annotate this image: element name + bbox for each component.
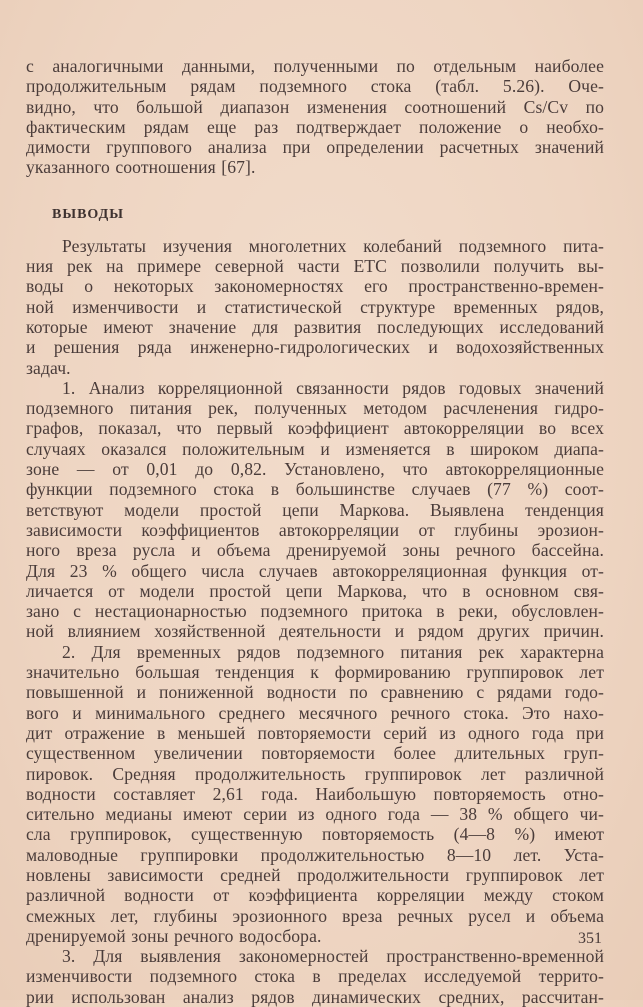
intro-paragraph: [26, 56, 604, 178]
text-line: ветствуют модели простой цепи Маркова. Выявлена тенденция: [26, 499, 604, 520]
page-text: [26, 56, 604, 1007]
conclusion-point-2: [26, 642, 604, 946]
text-line: подземного питания рек, полученных методом расчленения гидро-: [26, 398, 604, 419]
text-line: зоне — от 0,01 до 0,82. Установлено, что автокорреляционные: [26, 459, 604, 480]
text-line: 1. Анализ корреляционной связанности рядов годовых значений: [62, 377, 604, 398]
text-line: фактическим рядам еще раз подтверждает положение о необхо-: [26, 116, 604, 137]
conclusion-point-3: [26, 946, 604, 1007]
text-line: маловодные группировки продолжительностью 8—10 лет. Уста-: [26, 844, 604, 865]
text-line: продолжительным рядам подземного стока (табл. 5.26). Оче-: [26, 76, 604, 97]
text-line: вого и минимального среднего месячного речного стока. Это нахо-: [26, 702, 604, 723]
text-line: видно, что большой диапазон изменения соотношений Cs/Cv по: [26, 96, 604, 117]
text-line: указанного соотношения [67].: [26, 157, 256, 178]
text-line: 2. Для временных рядов подземного питания рек характерна: [62, 641, 604, 662]
text-line: дренируемой зоны речного водосбора.: [26, 925, 322, 946]
text-line: задач.: [26, 357, 71, 378]
section-heading: ВЫВОДЫ: [52, 206, 124, 222]
text-line: повышенной и пониженной водности по сравнению с рядами годо-: [26, 682, 604, 703]
text-line: водности составляет 2,61 года. Наибольшую повторяемость отно-: [26, 783, 604, 804]
text-line: рии использован анализ рядов динамических средних, рассчитан-: [26, 986, 604, 1007]
page-number: 351: [578, 930, 602, 947]
spacer: [26, 178, 604, 204]
summary-paragraph: [26, 236, 604, 378]
text-line: 3. Для выявления закономерностей пространственно-временной: [62, 946, 604, 967]
text-line: димости группового анализа при определении расчетных значений: [26, 137, 604, 158]
text-line: с аналогичными данными, полученными по отдельным наиболее: [26, 56, 604, 76]
conclusion-point-1: [26, 378, 604, 642]
text-line: ной влиянием хозяйственной деятельности и рядом других причин.: [26, 621, 604, 642]
text-line: ния рек на примере северной части ЕТС позволили получить вы-: [26, 256, 604, 277]
text-line: зано с нестационарностью подземного притока в реки, обусловлен-: [26, 601, 604, 622]
text-line: смежных лет, глубины эрозионного вреза речных русел и объема: [26, 905, 604, 926]
text-line: функции подземного стока в большинстве случаев (77 %) соот-: [26, 479, 604, 500]
text-line: сла группировок, существенную повторяемость (4—8 %) имеют: [26, 824, 604, 845]
text-line: случаях оказался положительным и изменяется в широком диапа-: [26, 438, 604, 459]
text-line: которые имеют значение для развития последующих исследований: [26, 316, 604, 337]
text-line: Для 23 % общего числа случаев автокорреляционная функция от-: [26, 560, 604, 581]
text-line: дит отражение в меньшей повторяемости серий из одного года при: [26, 722, 604, 743]
text-line: зависимости коэффициентов автокорреляции от глубины эрозион-: [26, 519, 604, 540]
text-line: воды о некоторых закономерностях его пространственно-времен-: [26, 276, 604, 297]
text-line: Результаты изучения многолетних колебаний подземного пита-: [62, 235, 604, 256]
text-line: сительно медианы имеют серии из одного года — 38 % общего чи-: [26, 804, 604, 825]
text-line: существенном увеличении повторяемости более длительных груп-: [26, 743, 604, 764]
text-line: личается от модели простой цепи Маркова, что в основном свя-: [26, 580, 604, 601]
text-line: ного вреза русла и объема дренируемой зоны речного бассейна.: [26, 540, 604, 561]
spacer: [26, 226, 604, 236]
text-line: изменчивости подземного стока в пределах исследуемой террито-: [26, 966, 604, 987]
text-line: ной изменчивости и статистической структуре временных рядов,: [26, 296, 604, 317]
text-line: пировок. Средняя продолжительность группировок лет различной: [26, 763, 604, 784]
text-line: различной водности от коэффициента корреляции между стоком: [26, 885, 604, 906]
text-line: новлены зависимости средней продолжительности группировок лет: [26, 864, 604, 885]
text-line: и решения ряда инженерно-гидрологических и водохозяйственных: [26, 337, 604, 358]
text-line: значительно большая тенденция к формированию группировок лет: [26, 662, 604, 683]
text-line: графов, показал, что первый коэффициент автокорреляции во всех: [26, 418, 604, 439]
